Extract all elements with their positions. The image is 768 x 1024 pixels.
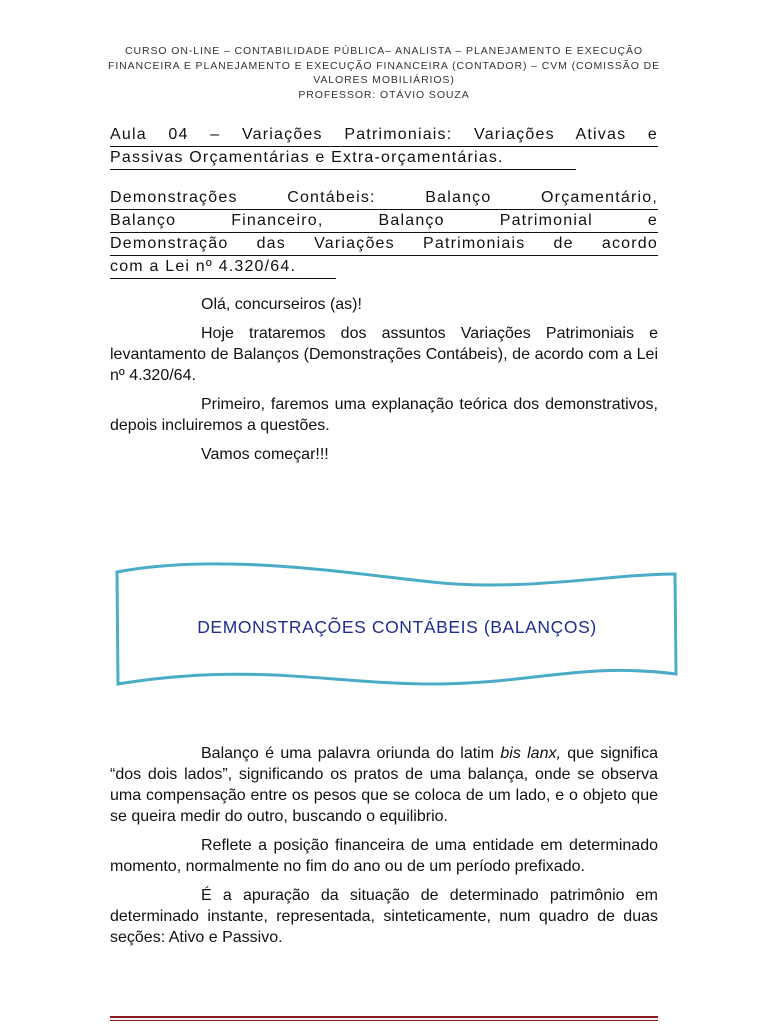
- section-paragraph-2: Reflete a posição financeira de uma entidade em determinado momento, normalmente no fim do ano ou de um período prefixado.: [110, 837, 658, 875]
- p1-text-end: que significa “dos dois lados”, significando os pratos de uma balança, onde se observa uma compensação entre os pesos que se coloca de um lado, e o objeto que se queira medir do outro, buscando o equilibrio.: [110, 745, 658, 825]
- footer-rule: [110, 1016, 658, 1021]
- footer-rule-thin: [110, 1020, 658, 1021]
- intro-section: [110, 294, 658, 465]
- section-banner: [112, 562, 682, 692]
- subtitle-line-3: Demonstração das Variações Patrimoniais de acordo: [110, 233, 658, 256]
- lesson-subtitle: [110, 187, 658, 279]
- lesson-title-line-2: Passivas Orçamentárias e Extra-orçamentárias.: [110, 147, 576, 170]
- subtitle-line-4: com a Lei nº 4.320/64.: [110, 256, 336, 279]
- header-line-3: VALORES MOBILIÁRIOS): [313, 74, 455, 86]
- banner-title: DEMONSTRAÇÕES CONTÁBEIS (BALANÇOS): [197, 617, 597, 637]
- p1-text-start: Balanço é uma palavra oriunda do latim: [201, 745, 501, 762]
- course-header: [100, 44, 668, 102]
- header-line-2: FINANCEIRA E PLANEJAMENTO E EXECUÇÃO FINANCEIRA (CONTADOR) – CVM (COMISSÃO DE: [108, 59, 660, 72]
- section-paragraph-1: [110, 743, 658, 827]
- subtitle-line-2: Balanço Financeiro, Balanço Patrimonial e: [110, 210, 658, 233]
- balanco-section: [110, 743, 658, 948]
- intro-paragraph-2: Primeiro, faremos uma explanação teórica dos demonstrativos, depois incluiremos a questões.: [110, 396, 658, 434]
- intro-paragraph-3: Vamos começar!!!: [201, 446, 329, 463]
- section-paragraph-3: É a apuração da situação de determinado patrimônio em determinado instante, representada, sinteticamente, num quadro de duas seções: Ativo e Passivo.: [110, 887, 658, 946]
- header-line-4: PROFESSOR: OTÁVIO SOUZA: [298, 88, 470, 101]
- subtitle-line-1: Demonstrações Contábeis: Balanço Orçamentário,: [110, 187, 658, 210]
- footer-rule-thick: [110, 1016, 658, 1018]
- intro-paragraph-1: Hoje trataremos dos assuntos Variações Patrimoniais e levantamento de Balanços (Demonstrações Contábeis), de acordo com a Lei nº 4.320/64.: [110, 325, 658, 384]
- p1-latin-term: bis lanx,: [500, 745, 561, 762]
- header-line-1: CURSO ON-LINE – CONTABILIDADE PÚBLICA– ANALISTA – PLANEJAMENTO E EXECUÇÃO: [125, 45, 643, 57]
- lesson-title-line-1: Aula 04 – Variações Patrimoniais: Variações Ativas e: [110, 124, 658, 147]
- greeting: Olá, concurseiros (as)!: [201, 296, 362, 313]
- lesson-title: [110, 124, 658, 170]
